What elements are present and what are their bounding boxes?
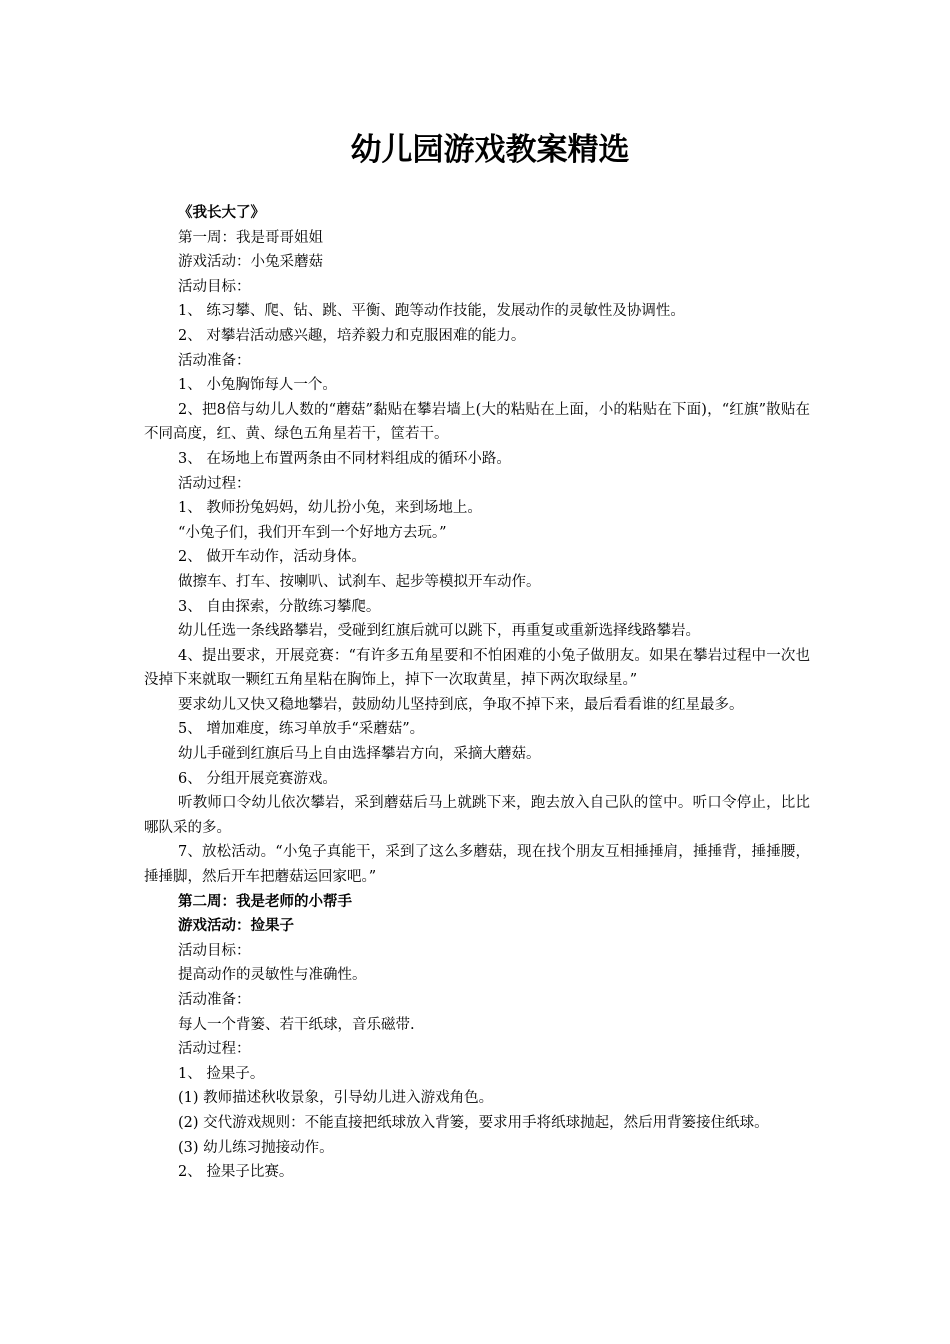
- paragraph: 每人一个背篓、若干纸球，音乐磁带.: [178, 1016, 415, 1033]
- paragraph: 1、 小兔胸饰每人一个。: [178, 377, 337, 394]
- paragraph: 第一周：我是哥哥姐姐: [178, 229, 323, 246]
- section-heading: 第二周：我是老师的小帮手: [178, 893, 352, 910]
- section-heading: 《我长大了》: [178, 205, 265, 221]
- paragraph: 活动目标：: [178, 942, 251, 959]
- paragraph: 7、放松活动。“小兔子真能干，采到了这么多蘑菇，现在找个朋友互相捶捶肩，捶捶背，捶捶腰，捶捶脚，然后开车把蘑菇运回家吧。”: [144, 844, 810, 886]
- paragraph: 活动准备：: [178, 992, 251, 1008]
- paragraph: 2、 捡果子比赛。: [178, 1164, 294, 1181]
- paragraph: 活动过程：: [178, 1041, 251, 1058]
- paragraph: 活动过程：: [178, 475, 251, 492]
- paragraph: 要求幼儿又快又稳地攀岩，鼓励幼儿坚持到底，争取不掉下来，最后看看谁的红星最多。: [178, 696, 744, 713]
- paragraph: 1、 教师扮兔妈妈，幼儿扮小兔，来到场地上。: [178, 500, 482, 517]
- paragraph: 做擦车、打车、按喇叭、试刹车、起步等模拟开车动作。: [178, 573, 541, 590]
- paragraph: 幼儿手碰到红旗后马上自由选择攀岩方向，采摘大蘑菇。: [178, 746, 541, 763]
- paragraph: 2、 做开车动作，活动身体。: [178, 549, 366, 566]
- paragraph: 6、 分组开展竞赛游戏。: [178, 770, 337, 787]
- paragraph: 3、 在场地上布置两条由不同材料组成的循环小路。: [178, 450, 511, 467]
- paragraph: 游戏活动：小兔采蘑菇: [178, 254, 323, 271]
- document-body: [144, 201, 810, 1185]
- paragraph: 4、提出要求，开展竞赛：“有许多五角星要和不怕困难的小兔子做朋友。如果在攀岩过程中一次也没掉下来就取一颗红五角星粘在胸饰上，掉下一次取黄星，掉下两次取绿星。”: [144, 647, 810, 689]
- paragraph: 幼儿任选一条线路攀岩，受碰到红旗后就可以跳下，再重复或重新选择线路攀岩。: [178, 623, 700, 640]
- section-heading: 游戏活动：捡果子: [178, 918, 294, 935]
- paragraph: 2、把8倍与幼儿人数的“蘑菇”黏贴在攀岩墙上(大的粘贴在上面，小的粘贴在下面)，“红旗”散贴在不同高度，红、黄、绿色五角星若干，筐若干。: [144, 401, 810, 443]
- paragraph: 提高动作的灵敏性与准确性。: [178, 967, 367, 984]
- document-title: 幼儿园游戏教案精选: [350, 132, 630, 168]
- paragraph: (1) 教师描述秋收景象，引导幼儿进入游戏角色。: [178, 1090, 494, 1107]
- paragraph: “小兔子们，我们开车到一个好地方去玩。”: [178, 524, 447, 541]
- paragraph: (3) 幼儿练习抛接动作。: [178, 1139, 334, 1156]
- paragraph: 1、 练习攀、爬、钻、跳、平衡、跑等动作技能，发展动作的灵敏性及协调性。: [178, 303, 685, 320]
- paragraph: 活动目标：: [178, 278, 251, 295]
- paragraph: (2) 交代游戏规则：不能直接把纸球放入背篓，要求用手将纸球抛起，然后用背篓接住纸球。: [178, 1114, 769, 1131]
- paragraph: 1、 捡果子。: [178, 1065, 265, 1082]
- paragraph: 听教师口令幼儿依次攀岩，采到蘑菇后马上就跳下来，跑去放入自己队的筐中。听口令停止，比比哪队采的多。: [144, 795, 810, 836]
- paragraph: 5、 增加难度，练习单放手“采蘑菇”。: [178, 721, 425, 738]
- paragraph: 活动准备：: [178, 352, 251, 369]
- paragraph: 3、 自由探索，分散练习攀爬。: [178, 598, 381, 615]
- paragraph: 2、 对攀岩活动感兴趣，培养毅力和克服困难的能力。: [178, 327, 526, 344]
